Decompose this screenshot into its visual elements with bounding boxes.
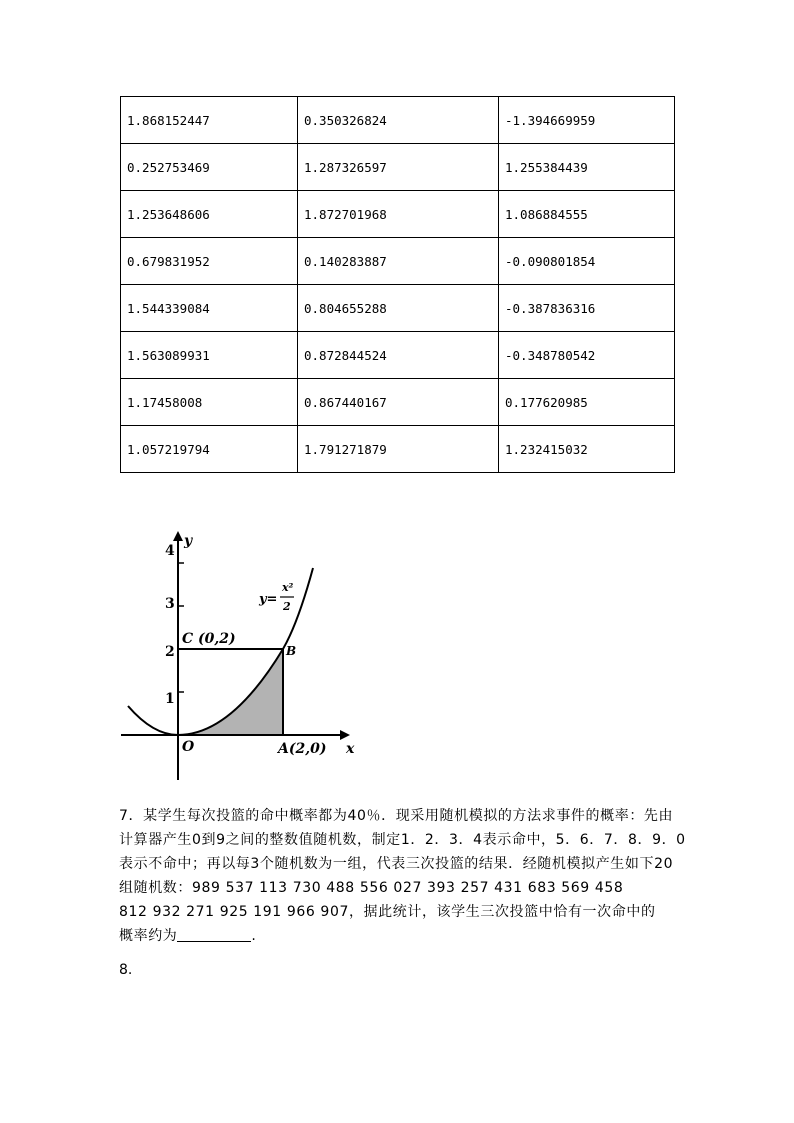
problem-7-line-1: 7．某学生每次投篮的命中概率都为40％．现采用随机模拟的方法求事件的概率：先由 xyxy=(119,808,674,824)
table-cell: 1.057219794 xyxy=(121,426,298,473)
problem-7-line-6 xyxy=(119,924,704,948)
table-cell: 0.252753469 xyxy=(121,144,298,191)
table-row xyxy=(121,426,675,473)
problem-7-line-2: 计算器产生0到9之间的整数值随机数，制定1．2．3．4表示命中，5．6．7．8．9．0 xyxy=(119,832,686,848)
table-cell: -0.387836316 xyxy=(499,285,675,332)
table-cell: 1.255384439 xyxy=(499,144,675,191)
table-cell: 0.350326824 xyxy=(298,97,499,144)
point-c-label: C (0,2) xyxy=(182,631,236,647)
y-tick-label-3: 3 xyxy=(165,596,175,612)
table-row xyxy=(121,191,675,238)
table-row xyxy=(121,285,675,332)
answer-blank[interactable] xyxy=(177,927,251,942)
origin-label: O xyxy=(182,739,195,755)
table-cell: 1.791271879 xyxy=(298,426,499,473)
curve-label-num: x² xyxy=(282,581,294,594)
problem-7-last-prefix: 概率约为 xyxy=(119,928,178,944)
table-cell: 1.232415032 xyxy=(499,426,675,473)
table-cell: 0.804655288 xyxy=(298,285,499,332)
problem-7-line-3: 表示不命中；再以每3个随机数为一组，代表三次投篮的结果．经随机模拟产生如下20 xyxy=(119,856,674,872)
y-tick-label-2: 2 xyxy=(165,644,175,660)
table-cell: 0.867440167 xyxy=(298,379,499,426)
table-cell: 1.868152447 xyxy=(121,97,298,144)
problem-7-last-suffix: . xyxy=(251,928,257,944)
table-cell: 0.679831952 xyxy=(121,238,298,285)
problem-7-line-4: 组随机数：989 537 113 730 488 556 027 393 257 431 683 569 458 xyxy=(119,880,624,896)
parabola-area-figure xyxy=(118,525,363,785)
table-cell: 1.563089931 xyxy=(121,332,298,379)
x-axis-arrow xyxy=(340,730,350,740)
table-cell: 1.544339084 xyxy=(121,285,298,332)
y-axis-label: y xyxy=(184,533,193,549)
x-axis-label: x xyxy=(346,741,355,757)
table-cell: 0.140283887 xyxy=(298,238,499,285)
table-cell: 1.253648606 xyxy=(121,191,298,238)
table-row xyxy=(121,332,675,379)
table-row xyxy=(121,379,675,426)
table-cell: 0.177620985 xyxy=(499,379,675,426)
table-cell: -0.348780542 xyxy=(499,332,675,379)
table-cell: 1.17458008 xyxy=(121,379,298,426)
point-a-label: A(2,0) xyxy=(278,741,327,757)
random-number-table xyxy=(120,96,675,473)
table-cell: 1.287326597 xyxy=(298,144,499,191)
table-body xyxy=(121,97,675,473)
table-row xyxy=(121,238,675,285)
point-b-label: B xyxy=(286,644,297,658)
table-cell: 0.872844524 xyxy=(298,332,499,379)
problem-8-number: 8. xyxy=(119,962,133,978)
table-cell: 1.872701968 xyxy=(298,191,499,238)
problem-7 xyxy=(119,804,704,948)
shaded-area xyxy=(178,649,283,735)
y-tick-label-4: 4 xyxy=(165,543,175,559)
table-row xyxy=(121,144,675,191)
y-tick-label-1: 1 xyxy=(165,691,175,707)
curve-label-den: 2 xyxy=(283,600,291,613)
problem-7-line-5: 812 932 271 925 191 966 907，据此统计，该学生三次投篮中恰有一次命中的 xyxy=(119,904,656,920)
table-cell: -1.394669959 xyxy=(499,97,675,144)
curve-label-lhs: y= xyxy=(259,592,278,607)
y-axis-arrow xyxy=(173,531,183,541)
table-cell: 1.086884555 xyxy=(499,191,675,238)
table-row xyxy=(121,97,675,144)
table-cell: -0.090801854 xyxy=(499,238,675,285)
